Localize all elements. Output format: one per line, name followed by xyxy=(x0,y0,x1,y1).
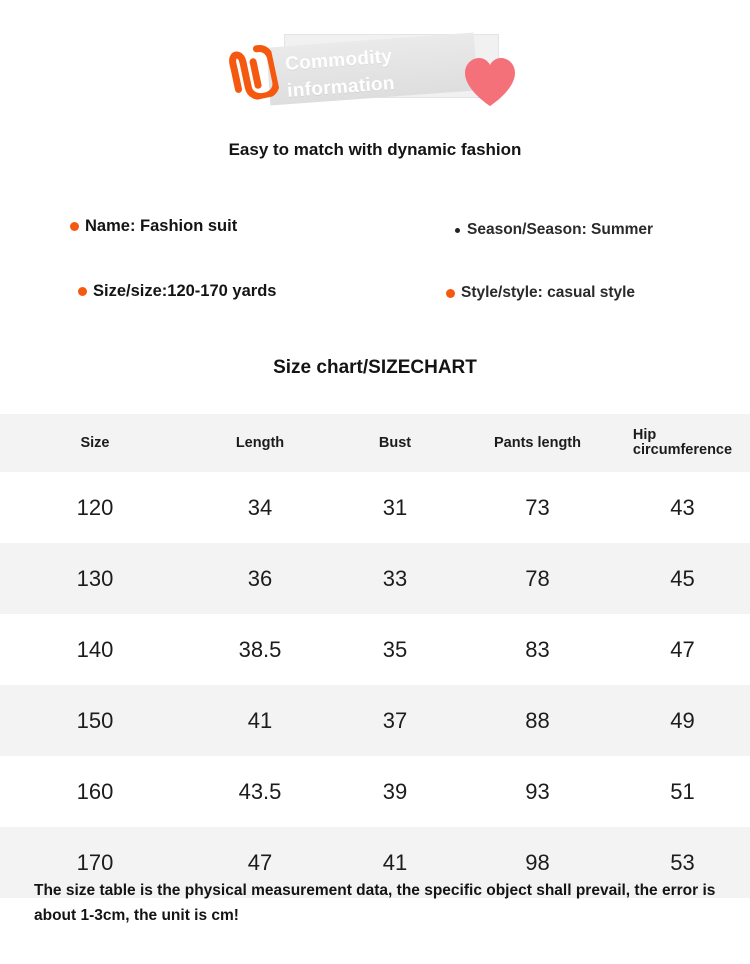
attribute-list xyxy=(0,205,750,325)
cell-bust: 41 xyxy=(382,849,408,875)
cell-pants-length: 83 xyxy=(525,636,550,662)
cell-size: 140 xyxy=(76,636,114,662)
cell-length: 34 xyxy=(247,494,273,520)
table-body xyxy=(0,472,750,898)
cell-pants-length: 93 xyxy=(525,778,550,804)
attribute-name xyxy=(70,217,237,236)
header-banner xyxy=(0,0,750,125)
attribute-name-label: Name: Fashion suit xyxy=(85,217,238,235)
cell-length: 38.5 xyxy=(238,636,282,662)
cell-size: 160 xyxy=(76,778,114,804)
cell-bust: 31 xyxy=(382,494,408,520)
column-header-size: Size xyxy=(80,435,110,451)
cell-hip: 51 xyxy=(670,778,695,804)
measurement-note: The size table is the physical measurement data, the specific object shall prevail, the error is about 1-3cm, the unit is cm! xyxy=(34,882,716,924)
heart-icon xyxy=(462,56,518,108)
table-row xyxy=(0,614,750,685)
cell-bust: 33 xyxy=(382,565,408,591)
subtitle: Easy to match with dynamic fashion xyxy=(228,140,522,159)
table-row xyxy=(0,472,750,543)
table-row xyxy=(0,543,750,614)
cell-size: 120 xyxy=(76,494,114,520)
cell-length: 36 xyxy=(247,565,273,591)
cell-bust: 35 xyxy=(382,636,408,662)
cell-size: 150 xyxy=(76,707,114,733)
bullet-icon xyxy=(446,289,455,298)
column-header-length: Length xyxy=(235,435,285,451)
cell-hip: 45 xyxy=(670,565,695,591)
attribute-style xyxy=(446,284,635,302)
column-header-pants-length: Pants length xyxy=(493,435,581,451)
cell-length: 43.5 xyxy=(238,778,282,804)
cell-hip: 47 xyxy=(670,636,695,662)
cell-length: 41 xyxy=(247,707,273,733)
attribute-size xyxy=(78,282,276,301)
banner-title-line2: information xyxy=(286,73,396,102)
cell-size: 130 xyxy=(76,565,114,591)
cell-hip: 53 xyxy=(670,849,695,875)
attribute-season-label: Season/Season: Summer xyxy=(467,221,654,238)
bullet-icon xyxy=(70,222,79,231)
attribute-size-label: Size/size:120-170 yards xyxy=(93,282,277,300)
table-header-row xyxy=(0,414,750,472)
cell-pants-length: 88 xyxy=(525,707,550,733)
table-header xyxy=(0,414,750,472)
cell-size: 170 xyxy=(76,849,114,875)
attribute-season xyxy=(455,221,653,239)
cell-hip: 49 xyxy=(670,707,695,733)
column-header-hip-circumference: Hip circumference xyxy=(632,427,733,458)
table-row xyxy=(0,685,750,756)
cell-pants-length: 78 xyxy=(525,565,550,591)
size-chart-title: Size chart/SIZECHART xyxy=(273,357,477,378)
cell-hip: 43 xyxy=(670,494,695,520)
attribute-style-label: Style/style: casual style xyxy=(461,284,636,301)
cell-bust: 39 xyxy=(382,778,408,804)
cell-length: 47 xyxy=(247,849,273,875)
cell-bust: 37 xyxy=(382,707,408,733)
bullet-icon xyxy=(455,228,460,233)
size-chart-table xyxy=(0,414,750,898)
column-header-bust: Bust xyxy=(378,435,412,451)
table-row xyxy=(0,756,750,827)
cell-pants-length: 98 xyxy=(525,849,550,875)
bullet-icon xyxy=(78,287,87,296)
cell-pants-length: 73 xyxy=(525,494,550,520)
banner-title-line1: Commodity xyxy=(284,46,393,75)
